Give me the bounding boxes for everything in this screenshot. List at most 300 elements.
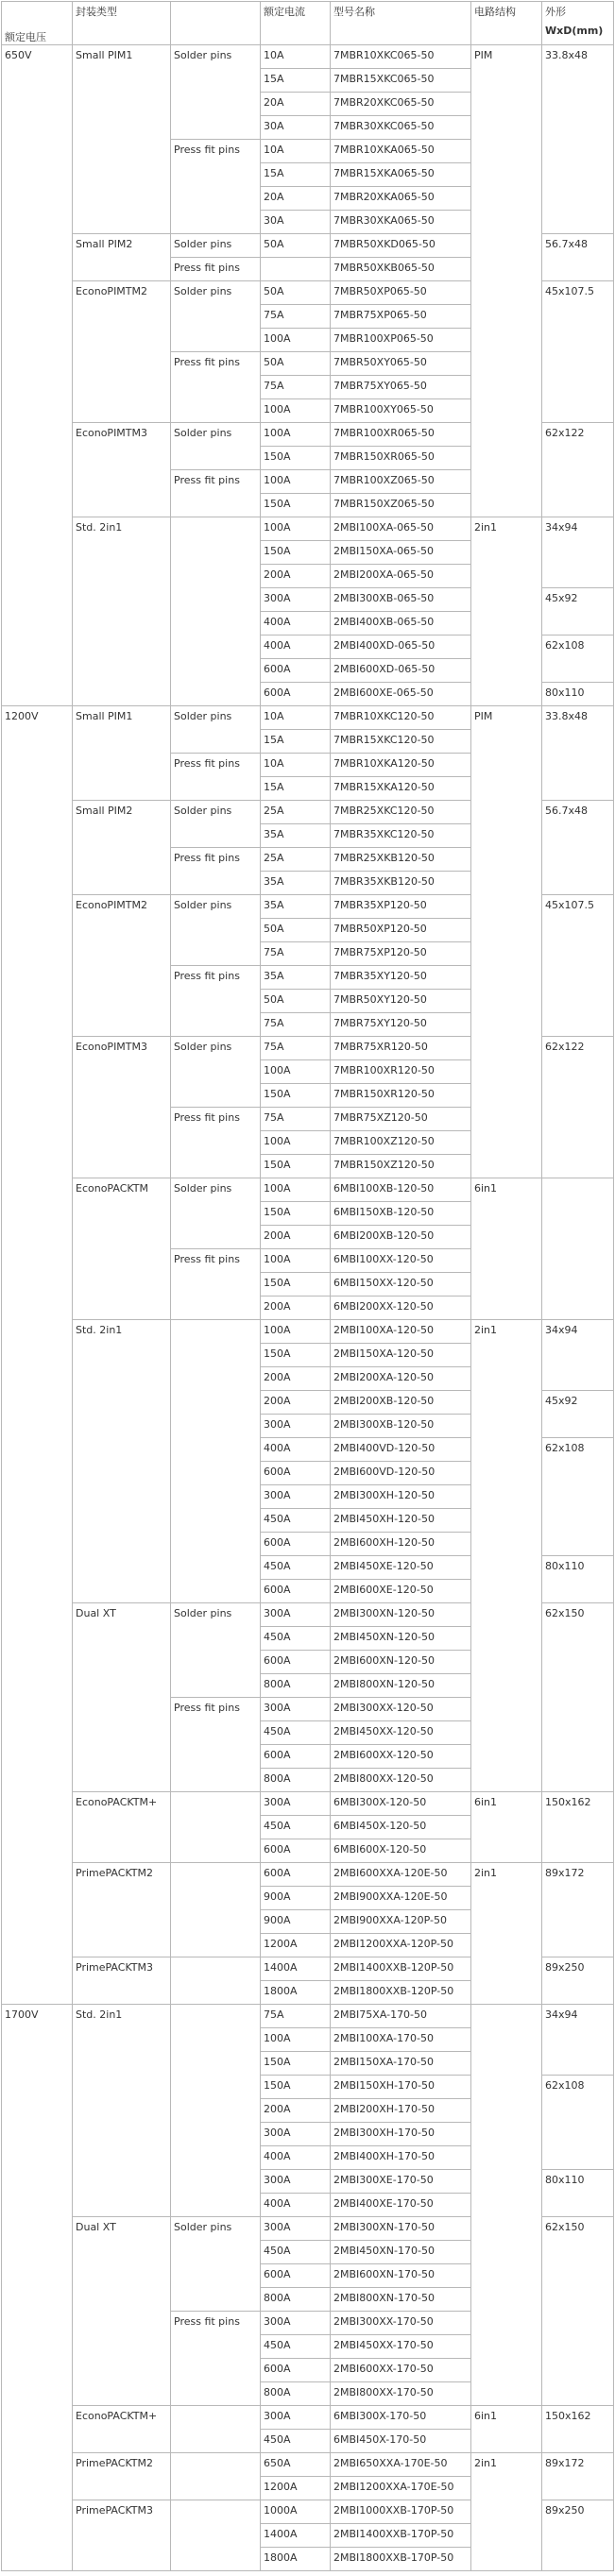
current-cell: 200A: [261, 1391, 331, 1415]
current-cell: 35A: [261, 824, 331, 848]
model-cell: 7MBR25XKB120-50: [331, 848, 471, 872]
model-cell: 2MBI450XX-170-50: [331, 2335, 471, 2359]
current-cell: 200A: [261, 1226, 331, 1249]
current-cell: 300A: [261, 1603, 331, 1627]
current-cell: 75A: [261, 305, 331, 329]
current-cell: 15A: [261, 69, 331, 93]
model-cell: 2MBI600XE-065-50: [331, 683, 471, 706]
current-cell: 1200A: [261, 2477, 331, 2500]
pin-type-cell: Press fit pins: [171, 140, 261, 234]
current-cell: 200A: [261, 565, 331, 588]
current-cell: 300A: [261, 2217, 331, 2241]
model-cell: 2MBI400XH-170-50: [331, 2146, 471, 2170]
header-row: [2, 2, 614, 45]
model-cell: 6MBI300X-170-50: [331, 2406, 471, 2430]
model-cell: 7MBR50XY120-50: [331, 990, 471, 1013]
current-cell: 450A: [261, 1816, 331, 1839]
current-cell: 450A: [261, 2430, 331, 2453]
current-cell: 30A: [261, 211, 331, 234]
current-cell: 20A: [261, 93, 331, 116]
model-cell: 2MBI400XE-170-50: [331, 2194, 471, 2217]
pin-type-cell: [171, 2500, 261, 2571]
header-size: 外形: [545, 6, 566, 18]
header-model: 型号名称: [331, 2, 471, 45]
current-cell: 75A: [261, 942, 331, 966]
current-cell: 10A: [261, 45, 331, 69]
size-cell: 45x107.5: [542, 895, 614, 1037]
model-cell: 7MBR20XKA065-50: [331, 187, 471, 211]
current-cell: 100A: [261, 2028, 331, 2052]
current-cell: 100A: [261, 1249, 331, 1273]
size-cell: 34x94: [542, 1320, 614, 1391]
current-cell: 15A: [261, 730, 331, 754]
product-table: [1, 1, 614, 2571]
pin-type-cell: [171, 2406, 261, 2453]
current-cell: 50A: [261, 281, 331, 305]
model-cell: 2MBI800XN-120-50: [331, 1674, 471, 1698]
package-cell: Std. 2in1: [73, 1320, 171, 1603]
package-cell: PrimePACKTM2: [73, 1863, 171, 1957]
model-cell: 7MBR35XP120-50: [331, 895, 471, 919]
size-cell: 34x94: [542, 2005, 614, 2076]
pin-type-cell: Press fit pins: [171, 470, 261, 517]
model-cell: 2MBI600XN-170-50: [331, 2264, 471, 2288]
size-cell: 89x250: [542, 2500, 614, 2571]
size-cell: 62x122: [542, 1037, 614, 1178]
model-cell: 2MBI200XB-120-50: [331, 1391, 471, 1415]
model-cell: 2MBI150XH-170-50: [331, 2076, 471, 2099]
model-cell: 7MBR75XP065-50: [331, 305, 471, 329]
current-cell: 200A: [261, 1367, 331, 1391]
current-cell: 100A: [261, 399, 331, 423]
pin-type-cell: Solder pins: [171, 45, 261, 140]
model-cell: 7MBR100XP065-50: [331, 329, 471, 352]
pin-type-cell: [171, 1863, 261, 1957]
table-row: [2, 2005, 614, 2028]
size-cell: 89x250: [542, 1957, 614, 2005]
current-cell: 150A: [261, 447, 331, 470]
model-cell: 7MBR30XKA065-50: [331, 211, 471, 234]
model-cell: 7MBR35XY120-50: [331, 966, 471, 990]
model-cell: 7MBR75XR120-50: [331, 1037, 471, 1060]
model-cell: 2MBI100XA-120-50: [331, 1320, 471, 1344]
table-row: [2, 2453, 614, 2477]
voltage-cell: 650V: [2, 45, 73, 706]
current-cell: 300A: [261, 1698, 331, 1721]
model-cell: 6MBI100XX-120-50: [331, 1249, 471, 1273]
model-cell: 2MBI100XA-065-50: [331, 517, 471, 541]
current-cell: 200A: [261, 2099, 331, 2123]
pin-type-cell: Press fit pins: [171, 352, 261, 423]
model-cell: 6MBI450X-170-50: [331, 2430, 471, 2453]
current-cell: 25A: [261, 848, 331, 872]
model-cell: 2MBI300XB-120-50: [331, 1415, 471, 1438]
current-cell: 100A: [261, 1320, 331, 1344]
current-cell: 600A: [261, 2359, 331, 2382]
model-cell: 2MBI900XXA-120P-50: [331, 1910, 471, 1934]
pin-type-cell: Solder pins: [171, 1178, 261, 1249]
table-row: [2, 45, 614, 69]
model-cell: 2MBI300XE-170-50: [331, 2170, 471, 2194]
header-current: 额定电流: [261, 2, 331, 45]
current-cell: 300A: [261, 2406, 331, 2430]
current-cell: 600A: [261, 1462, 331, 1485]
pin-type-cell: [171, 1320, 261, 1603]
pin-type-cell: [171, 2005, 261, 2217]
header-pin-type: [171, 2, 261, 45]
package-cell: Small PIM2: [73, 234, 171, 281]
model-cell: 7MBR100XZ120-50: [331, 1131, 471, 1155]
current-cell: 35A: [261, 966, 331, 990]
current-cell: 1800A: [261, 2548, 331, 2571]
size-cell: 34x94: [542, 517, 614, 588]
package-cell: Small PIM1: [73, 706, 171, 801]
model-cell: 2MBI450XX-120-50: [331, 1721, 471, 1745]
table-row: [2, 1320, 614, 1344]
model-cell: 2MBI100XA-170-50: [331, 2028, 471, 2052]
pin-type-cell: Press fit pins: [171, 2312, 261, 2406]
current-cell: 600A: [261, 1580, 331, 1603]
model-cell: 2MBI1000XXB-170P-50: [331, 2500, 471, 2524]
model-cell: 7MBR30XKC065-50: [331, 116, 471, 140]
model-cell: 2MBI600XX-170-50: [331, 2359, 471, 2382]
model-cell: 2MBI450XN-120-50: [331, 1627, 471, 1651]
current-cell: 35A: [261, 872, 331, 895]
current-cell: 10A: [261, 706, 331, 730]
voltage-cell: 1700V: [2, 2005, 73, 2571]
current-cell: 150A: [261, 1084, 331, 1108]
size-cell: 62x108: [542, 636, 614, 683]
size-cell: 56.7x48: [542, 234, 614, 281]
current-cell: 1400A: [261, 1957, 331, 1981]
current-cell: 300A: [261, 2123, 331, 2146]
model-cell: 2MBI300XB-065-50: [331, 588, 471, 612]
header-voltage-cell: [2, 2, 73, 45]
current-cell: 600A: [261, 683, 331, 706]
size-cell: 80x110: [542, 683, 614, 706]
model-cell: 2MBI200XA-065-50: [331, 565, 471, 588]
current-cell: 100A: [261, 1060, 331, 1084]
current-cell: 600A: [261, 1863, 331, 1887]
package-cell: EconoPACKTM+: [73, 2406, 171, 2453]
current-cell: 1800A: [261, 1981, 331, 2005]
current-cell: 15A: [261, 163, 331, 187]
current-cell: 650A: [261, 2453, 331, 2477]
model-cell: 7MBR50XY065-50: [331, 352, 471, 376]
current-cell: 50A: [261, 919, 331, 942]
size-cell: 62x108: [542, 1438, 614, 1556]
current-cell: 25A: [261, 801, 331, 824]
model-cell: 2MBI200XA-120-50: [331, 1367, 471, 1391]
package-cell: EconoPIMTM2: [73, 895, 171, 1037]
circuit-cell: 6in1: [471, 1792, 542, 1863]
pin-type-cell: Press fit pins: [171, 258, 261, 281]
current-cell: 300A: [261, 1792, 331, 1816]
current-cell: 20A: [261, 187, 331, 211]
model-cell: 7MBR10XKA065-50: [331, 140, 471, 163]
current-cell: 15A: [261, 777, 331, 801]
size-cell: 62x150: [542, 1603, 614, 1792]
model-cell: 7MBR100XR065-50: [331, 423, 471, 447]
size-cell: 45x107.5: [542, 281, 614, 423]
current-cell: 150A: [261, 494, 331, 517]
circuit-cell: 6in1: [471, 1178, 542, 1320]
voltage-cell: 1200V: [2, 706, 73, 2005]
package-cell: EconoPIMTM3: [73, 1037, 171, 1178]
model-cell: 6MBI150XB-120-50: [331, 1202, 471, 1226]
current-cell: 100A: [261, 470, 331, 494]
size-cell: 150x162: [542, 2406, 614, 2453]
circuit-cell: 6in1: [471, 2406, 542, 2453]
current-cell: 600A: [261, 2264, 331, 2288]
package-cell: PrimePACKTM3: [73, 1957, 171, 2005]
current-cell: 50A: [261, 234, 331, 258]
model-cell: 2MBI600XH-120-50: [331, 1533, 471, 1556]
current-cell: 300A: [261, 2312, 331, 2335]
model-cell: 2MBI600XD-065-50: [331, 659, 471, 683]
model-cell: 2MBI800XX-170-50: [331, 2382, 471, 2406]
current-cell: 800A: [261, 2288, 331, 2312]
current-cell: 75A: [261, 2005, 331, 2028]
table-row: [2, 2406, 614, 2430]
model-cell: 7MBR35XKC120-50: [331, 824, 471, 848]
current-cell: 300A: [261, 588, 331, 612]
model-cell: 2MBI1800XXB-120P-50: [331, 1981, 471, 2005]
model-cell: 2MBI1400XXB-120P-50: [331, 1957, 471, 1981]
pin-type-cell: [171, 1957, 261, 2005]
size-cell: 62x122: [542, 423, 614, 517]
pin-type-cell: Press fit pins: [171, 1698, 261, 1792]
circuit-cell: 2in1: [471, 1320, 542, 1792]
model-cell: 7MBR50XP120-50: [331, 919, 471, 942]
current-cell: 900A: [261, 1910, 331, 1934]
model-cell: 2MBI300XN-120-50: [331, 1603, 471, 1627]
circuit-cell: 2in1: [471, 2453, 542, 2571]
model-cell: 7MBR100XR120-50: [331, 1060, 471, 1084]
model-cell: 2MBI600VD-120-50: [331, 1462, 471, 1485]
model-cell: 2MBI400XB-065-50: [331, 612, 471, 636]
header-size-cell: [542, 2, 614, 45]
package-cell: PrimePACKTM2: [73, 2453, 171, 2500]
pin-type-cell: [171, 2453, 261, 2500]
model-cell: 2MBI1200XXA-120P-50: [331, 1934, 471, 1957]
current-cell: 100A: [261, 1131, 331, 1155]
current-cell: 400A: [261, 2194, 331, 2217]
circuit-cell: 2in1: [471, 517, 542, 706]
current-cell: 75A: [261, 1037, 331, 1060]
pin-type-cell: Press fit pins: [171, 754, 261, 801]
current-cell: 75A: [261, 1108, 331, 1131]
model-cell: 7MBR15XKA120-50: [331, 777, 471, 801]
current-cell: 200A: [261, 1296, 331, 1320]
current-cell: 300A: [261, 1485, 331, 1509]
model-cell: 2MBI150XA-170-50: [331, 2052, 471, 2076]
current-cell: 450A: [261, 2335, 331, 2359]
current-cell: 400A: [261, 2146, 331, 2170]
current-cell: 800A: [261, 1674, 331, 1698]
model-cell: 7MBR10XKA120-50: [331, 754, 471, 777]
size-cell: 150x162: [542, 1792, 614, 1863]
package-cell: Small PIM1: [73, 45, 171, 234]
model-cell: 2MBI150XA-065-50: [331, 541, 471, 565]
model-cell: 2MBI1200XXA-170E-50: [331, 2477, 471, 2500]
model-cell: 6MBI100XB-120-50: [331, 1178, 471, 1202]
size-cell: 62x108: [542, 2076, 614, 2170]
model-cell: 2MBI650XXA-170E-50: [331, 2453, 471, 2477]
model-cell: 6MBI600X-120-50: [331, 1839, 471, 1863]
model-cell: 7MBR75XY065-50: [331, 376, 471, 399]
table-row: [2, 1863, 614, 1887]
model-cell: 7MBR15XKC120-50: [331, 730, 471, 754]
current-cell: 75A: [261, 376, 331, 399]
size-cell: 56.7x48: [542, 801, 614, 895]
circuit-cell: PIM: [471, 706, 542, 1178]
package-cell: PrimePACKTM3: [73, 2500, 171, 2571]
current-cell: 800A: [261, 2382, 331, 2406]
package-cell: EconoPIMTM3: [73, 423, 171, 517]
current-cell: 300A: [261, 2170, 331, 2194]
package-cell: EconoPACKTM: [73, 1178, 171, 1320]
model-cell: 2MBI800XN-170-50: [331, 2288, 471, 2312]
model-cell: 6MBI150XX-120-50: [331, 1273, 471, 1296]
model-cell: 7MBR20XKC065-50: [331, 93, 471, 116]
current-cell: 100A: [261, 423, 331, 447]
model-cell: 6MBI450X-120-50: [331, 1816, 471, 1839]
model-cell: 2MBI900XXA-120E-50: [331, 1887, 471, 1910]
pin-type-cell: Solder pins: [171, 281, 261, 352]
model-cell: 7MBR50XKD065-50: [331, 234, 471, 258]
current-cell: 400A: [261, 1438, 331, 1462]
package-cell: Small PIM2: [73, 801, 171, 895]
model-cell: 7MBR10XKC065-50: [331, 45, 471, 69]
model-cell: 2MBI600XX-120-50: [331, 1745, 471, 1769]
header-package: 封装类型: [73, 2, 171, 45]
current-cell: 450A: [261, 1721, 331, 1745]
size-cell: 80x110: [542, 1556, 614, 1603]
size-cell: 80x110: [542, 2170, 614, 2217]
model-cell: 2MBI450XE-120-50: [331, 1556, 471, 1580]
current-cell: 600A: [261, 1533, 331, 1556]
model-cell: 7MBR25XKC120-50: [331, 801, 471, 824]
pin-type-cell: Press fit pins: [171, 848, 261, 895]
current-cell: [261, 258, 331, 281]
model-cell: 7MBR15XKA065-50: [331, 163, 471, 187]
current-cell: 450A: [261, 1509, 331, 1533]
model-cell: 7MBR150XZ120-50: [331, 1155, 471, 1178]
pin-type-cell: Solder pins: [171, 801, 261, 848]
current-cell: 100A: [261, 329, 331, 352]
model-cell: 2MBI1400XXB-170P-50: [331, 2524, 471, 2548]
model-cell: 7MBR150XR065-50: [331, 447, 471, 470]
package-cell: Dual XT: [73, 1603, 171, 1792]
model-cell: 2MBI450XN-170-50: [331, 2241, 471, 2264]
circuit-cell: PIM: [471, 45, 542, 517]
pin-type-cell: Solder pins: [171, 895, 261, 966]
pin-type-cell: Solder pins: [171, 423, 261, 470]
model-cell: 2MBI600XN-120-50: [331, 1651, 471, 1674]
size-cell: [542, 1178, 614, 1320]
model-cell: 2MBI600XXA-120E-50: [331, 1863, 471, 1887]
current-cell: 10A: [261, 754, 331, 777]
current-cell: 75A: [261, 1013, 331, 1037]
table-row: [2, 706, 614, 730]
model-cell: 2MBI400VD-120-50: [331, 1438, 471, 1462]
circuit-cell: [471, 2005, 542, 2406]
current-cell: 450A: [261, 1556, 331, 1580]
model-cell: 7MBR100XZ065-50: [331, 470, 471, 494]
current-cell: 35A: [261, 895, 331, 919]
model-cell: 2MBI1800XXB-170P-50: [331, 2548, 471, 2571]
current-cell: 450A: [261, 1627, 331, 1651]
size-cell: 89x172: [542, 2453, 614, 2500]
model-cell: 2MBI75XA-170-50: [331, 2005, 471, 2028]
current-cell: 50A: [261, 990, 331, 1013]
size-cell: 45x92: [542, 1391, 614, 1438]
header-voltage: 额定电压: [5, 31, 46, 43]
current-cell: 30A: [261, 116, 331, 140]
model-cell: 7MBR150XR120-50: [331, 1084, 471, 1108]
model-cell: 7MBR15XKC065-50: [331, 69, 471, 93]
model-cell: 6MBI300X-120-50: [331, 1792, 471, 1816]
model-cell: 2MBI150XA-120-50: [331, 1344, 471, 1367]
pin-type-cell: Press fit pins: [171, 966, 261, 1037]
current-cell: 150A: [261, 1344, 331, 1367]
package-cell: EconoPACKTM+: [73, 1792, 171, 1863]
pin-type-cell: Solder pins: [171, 1037, 261, 1108]
current-cell: 150A: [261, 1202, 331, 1226]
model-cell: 7MBR50XP065-50: [331, 281, 471, 305]
table-row: [2, 1178, 614, 1202]
current-cell: 450A: [261, 2241, 331, 2264]
pin-type-cell: Solder pins: [171, 234, 261, 258]
circuit-cell: 2in1: [471, 1863, 542, 2005]
model-cell: 2MBI600XE-120-50: [331, 1580, 471, 1603]
current-cell: 100A: [261, 517, 331, 541]
current-cell: 10A: [261, 140, 331, 163]
size-cell: 33.8x48: [542, 706, 614, 801]
current-cell: 600A: [261, 659, 331, 683]
size-cell: 45x92: [542, 588, 614, 636]
current-cell: 150A: [261, 2052, 331, 2076]
model-cell: 6MBI200XX-120-50: [331, 1296, 471, 1320]
current-cell: 1400A: [261, 2524, 331, 2548]
current-cell: 900A: [261, 1887, 331, 1910]
package-cell: Std. 2in1: [73, 517, 171, 706]
current-cell: 50A: [261, 352, 331, 376]
model-cell: 2MBI300XX-120-50: [331, 1698, 471, 1721]
model-cell: 7MBR10XKC120-50: [331, 706, 471, 730]
model-cell: 2MBI200XH-170-50: [331, 2099, 471, 2123]
model-cell: 2MBI300XH-120-50: [331, 1485, 471, 1509]
model-cell: 2MBI300XN-170-50: [331, 2217, 471, 2241]
package-cell: Std. 2in1: [73, 2005, 171, 2217]
model-cell: 2MBI450XH-120-50: [331, 1509, 471, 1533]
pin-type-cell: Solder pins: [171, 2217, 261, 2312]
current-cell: 150A: [261, 1273, 331, 1296]
model-cell: 2MBI300XX-170-50: [331, 2312, 471, 2335]
model-cell: 2MBI400XD-065-50: [331, 636, 471, 659]
table-row: [2, 517, 614, 541]
current-cell: 150A: [261, 541, 331, 565]
pin-type-cell: Solder pins: [171, 706, 261, 754]
header-size-unit: WxD(mm): [545, 25, 604, 37]
current-cell: 1200A: [261, 1934, 331, 1957]
current-cell: 600A: [261, 1651, 331, 1674]
model-cell: 7MBR100XY065-50: [331, 399, 471, 423]
current-cell: 400A: [261, 612, 331, 636]
model-cell: 6MBI200XB-120-50: [331, 1226, 471, 1249]
model-cell: 7MBR75XP120-50: [331, 942, 471, 966]
